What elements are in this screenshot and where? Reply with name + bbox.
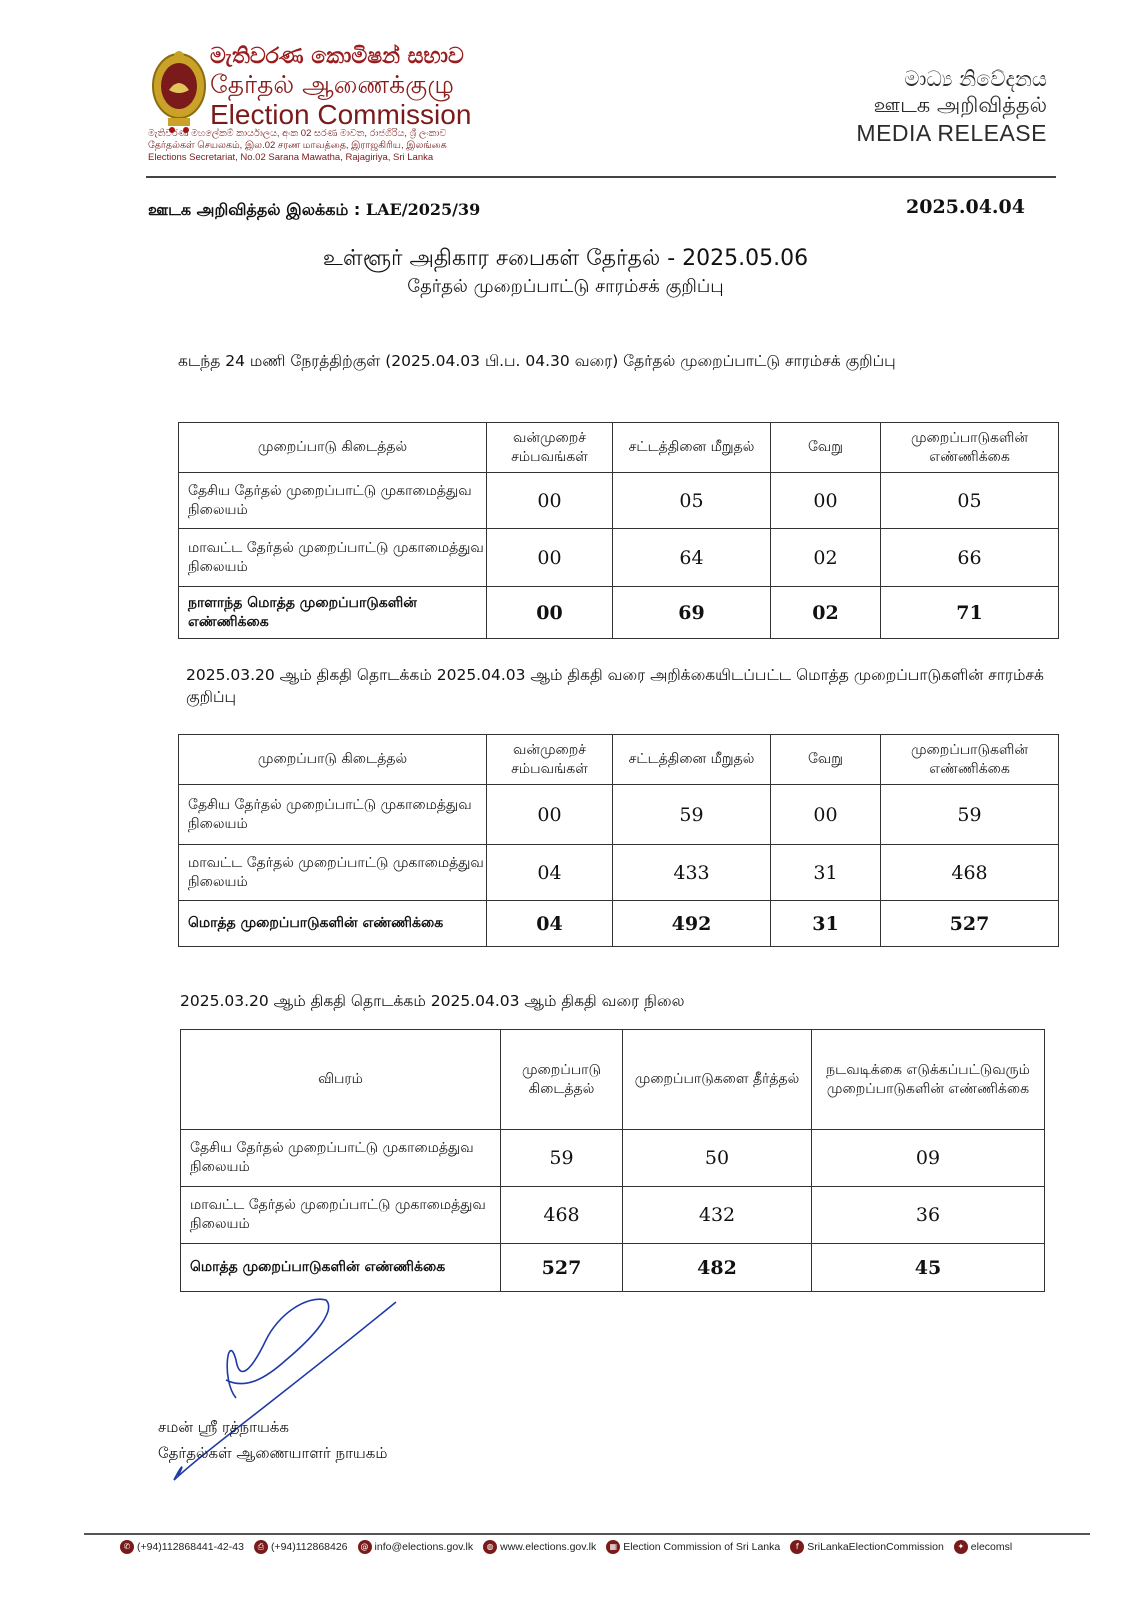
document-title: உள்ளூர் அதிகார சபைகள் தேர்தல் - 2025.05.06 [322, 246, 809, 271]
table-cell: 04 [487, 845, 613, 901]
table-cell: 00 [487, 785, 613, 845]
table-cell: 00 [487, 529, 613, 587]
column-header: வன்முறைச் சம்பவங்கள் [487, 423, 613, 473]
table-header-row [179, 423, 1059, 473]
column-header: முறைப்பாடுகளின் எண்ணிக்கை [881, 735, 1059, 785]
table-cell: 468 [501, 1187, 623, 1244]
column-header: முறைப்பாடு கிடைத்தல் [501, 1030, 623, 1130]
total-row-label: மொத்த முறைப்பாடுகளின் எண்ணிக்கை [179, 901, 487, 947]
document-subtitle: தேர்தல் முறைப்பாட்டு சாரம்சக் குறிப்பு [407, 276, 724, 297]
national-emblem-logo [150, 46, 208, 136]
signatory-title: தேர்தல்கள் ஆணையாளர் நாயகம் [158, 1444, 388, 1462]
footer-twitter[interactable]: ✦ elecomsl [954, 1540, 1012, 1554]
table-row [179, 529, 1059, 587]
address-tamil: தேர்தல்கள் செயலகம், இல.02 சரண மாவத்தை, இராஜகிரிய, இலங்கை [148, 140, 447, 151]
total-row-label: மொத்த முறைப்பாடுகளின் எண்ணிக்கை [181, 1244, 501, 1292]
total-cell: 492 [613, 901, 771, 947]
row-label: மாவட்ட தேர்தல் முறைப்பாட்டு முகாமைத்துவ நிலையம் [181, 1187, 501, 1244]
column-header: முறைப்பாடு கிடைத்தல் [179, 423, 487, 473]
organisation-name [210, 44, 500, 130]
total-cell: 45 [812, 1244, 1045, 1292]
reference-number: LAE/2025/39 [365, 200, 481, 219]
column-header: முறைப்பாடுகளை தீர்த்தல் [623, 1030, 812, 1130]
globe-icon: ◍ [483, 1540, 497, 1554]
table-total-row [179, 901, 1059, 947]
table-header-row [181, 1030, 1045, 1130]
footer-facebook[interactable]: f SriLankaElectionCommission [790, 1540, 944, 1554]
cumulative-complaints-table [178, 734, 1059, 947]
row-label: தேசிய தேர்தல் முறைப்பாட்டு முகாமைத்துவ நிலையம் [181, 1130, 501, 1187]
table-cell: 31 [771, 845, 881, 901]
table-cell: 468 [881, 845, 1059, 901]
row-label: மாவட்ட தேர்தல் முறைப்பாட்டு முகாமைத்துவ நிலையம் [179, 529, 487, 587]
column-header: நடவடிக்கை எடுக்கப்பட்டுவரும் முறைப்பாடுகளின் எண்ணிக்கை [812, 1030, 1045, 1130]
table-cell: 66 [881, 529, 1059, 587]
table-header-row [179, 735, 1059, 785]
complaint-status-table [180, 1029, 1045, 1292]
table-cell: 00 [487, 473, 613, 529]
column-header: சட்டத்தினை மீறுதல் [613, 735, 771, 785]
fax-icon: ⎙ [254, 1540, 268, 1554]
row-label: தேசிய தேர்தல் முறைப்பாட்டு முகாமைத்துவ நிலையம் [179, 785, 487, 845]
table-row [181, 1130, 1045, 1187]
email-icon: @ [358, 1540, 372, 1554]
building-icon: ▦ [606, 1540, 620, 1554]
footer-org-name: ▦ Election Commission of Sri Lanka [606, 1540, 780, 1554]
signatory-name: சமன் ஸ்ரீ ரத்நாயக்க [158, 1418, 290, 1436]
footer-fax: ⎙ (+94)112868426 [254, 1540, 348, 1554]
table-cell: 09 [812, 1130, 1045, 1187]
table-cell: 59 [501, 1130, 623, 1187]
table-total-row [181, 1244, 1045, 1292]
facebook-icon: f [790, 1540, 804, 1554]
media-release-english: MEDIA RELEASE [856, 120, 1047, 146]
section1-intro: கடந்த 24 மணி நேரத்திற்குள் (2025.04.03 பி.ப. 04.30 வரை) தேர்தல் முறைப்பாட்டு சாரம்சக் குறிப்பு [178, 352, 896, 370]
section3-intro: 2025.03.20 ஆம் திகதி தொடக்கம் 2025.04.03 ஆம் திகதி வரை நிலை [180, 992, 685, 1010]
table-cell: 05 [613, 473, 771, 529]
signatory-block [158, 1414, 387, 1466]
footer-divider [84, 1533, 1090, 1535]
row-label: மாவட்ட தேர்தல் முறைப்பாட்டு முகாமைத்துவ நிலையம் [179, 845, 487, 901]
address-english: Elections Secretariat, No.02 Sarana Mawatha, Rajagiriya, Sri Lanka [148, 152, 434, 163]
total-cell: 71 [881, 587, 1059, 639]
phone-icon: ✆ [120, 1540, 134, 1554]
table-cell: 02 [771, 529, 881, 587]
table-row [179, 785, 1059, 845]
table-row [179, 473, 1059, 529]
org-name-tamil: தேர்தல் ஆணைக்குழு [210, 70, 454, 99]
address-sinhala: මැතිවරණ මහලේකම් කාර්යාලය, අංක 02 සරණ මාවත, රාජගිරිය, ශ්‍රී ලංකාව [148, 128, 447, 139]
table-cell: 00 [771, 785, 881, 845]
daily-complaints-table [178, 422, 1059, 639]
media-release-heading [856, 66, 1047, 148]
total-cell: 31 [771, 901, 881, 947]
address-block [148, 128, 488, 164]
media-release-sinhala: මාධ්‍ය නිවේදනය [904, 67, 1047, 91]
table-cell: 50 [623, 1130, 812, 1187]
total-cell: 527 [881, 901, 1059, 947]
footer-website[interactable]: ◍ www.elections.gov.lk [483, 1540, 596, 1554]
section2-intro: 2025.03.20 ஆம் திகதி தொடக்கம் 2025.04.03 ஆம் திகதி வரை அறிக்கையிடப்பட்ட மொத்த முறைப்பாடுகளின் சாரம்சக் குறிப்பு [186, 666, 1044, 706]
column-header: முறைப்பாடு கிடைத்தல் [179, 735, 487, 785]
header-divider [146, 176, 1056, 178]
column-header: வேறு [771, 423, 881, 473]
table-cell: 05 [881, 473, 1059, 529]
media-release-tamil: ஊடக அறிவித்தல் [873, 93, 1047, 117]
total-row-label: நாளாந்த மொத்த முறைப்பாடுகளின் எண்ணிக்கை [179, 587, 487, 639]
total-cell: 482 [623, 1244, 812, 1292]
release-date: 2025.04.04 [906, 196, 1025, 218]
table-total-row [179, 587, 1059, 639]
total-cell: 04 [487, 901, 613, 947]
footer-phone: ✆ (+94)112868441-42-43 [120, 1540, 244, 1554]
table-cell: 00 [771, 473, 881, 529]
table-cell: 432 [623, 1187, 812, 1244]
column-header: முறைப்பாடுகளின் எண்ணிக்கை [881, 423, 1059, 473]
total-cell: 00 [487, 587, 613, 639]
footer-email[interactable]: @ info@elections.gov.lk [358, 1540, 474, 1554]
row-label: தேசிய தேர்தல் முறைப்பாட்டு முகாமைத்துவ நிலையம் [179, 473, 487, 529]
table-cell: 433 [613, 845, 771, 901]
table-cell: 64 [613, 529, 771, 587]
total-cell: 69 [613, 587, 771, 639]
table-cell: 59 [613, 785, 771, 845]
twitter-icon: ✦ [954, 1540, 968, 1554]
reference-line [148, 200, 480, 221]
org-name-sinhala: මැතිවරණ කොමිෂන් සභාව [210, 44, 464, 69]
table-cell: 59 [881, 785, 1059, 845]
table-row [179, 845, 1059, 901]
table-cell: 36 [812, 1187, 1045, 1244]
total-cell: 02 [771, 587, 881, 639]
total-cell: 527 [501, 1244, 623, 1292]
column-header: வன்முறைச் சம்பவங்கள் [487, 735, 613, 785]
column-header: விபரம் [181, 1030, 501, 1130]
column-header: வேறு [771, 735, 881, 785]
table-row [181, 1187, 1045, 1244]
column-header: சட்டத்தினை மீறுதல் [613, 423, 771, 473]
org-name-english: Election Commission [210, 99, 472, 130]
footer-contacts [120, 1540, 1080, 1554]
reference-label: ஊடக அறிவித்தல் இலக்கம் : [148, 200, 366, 219]
